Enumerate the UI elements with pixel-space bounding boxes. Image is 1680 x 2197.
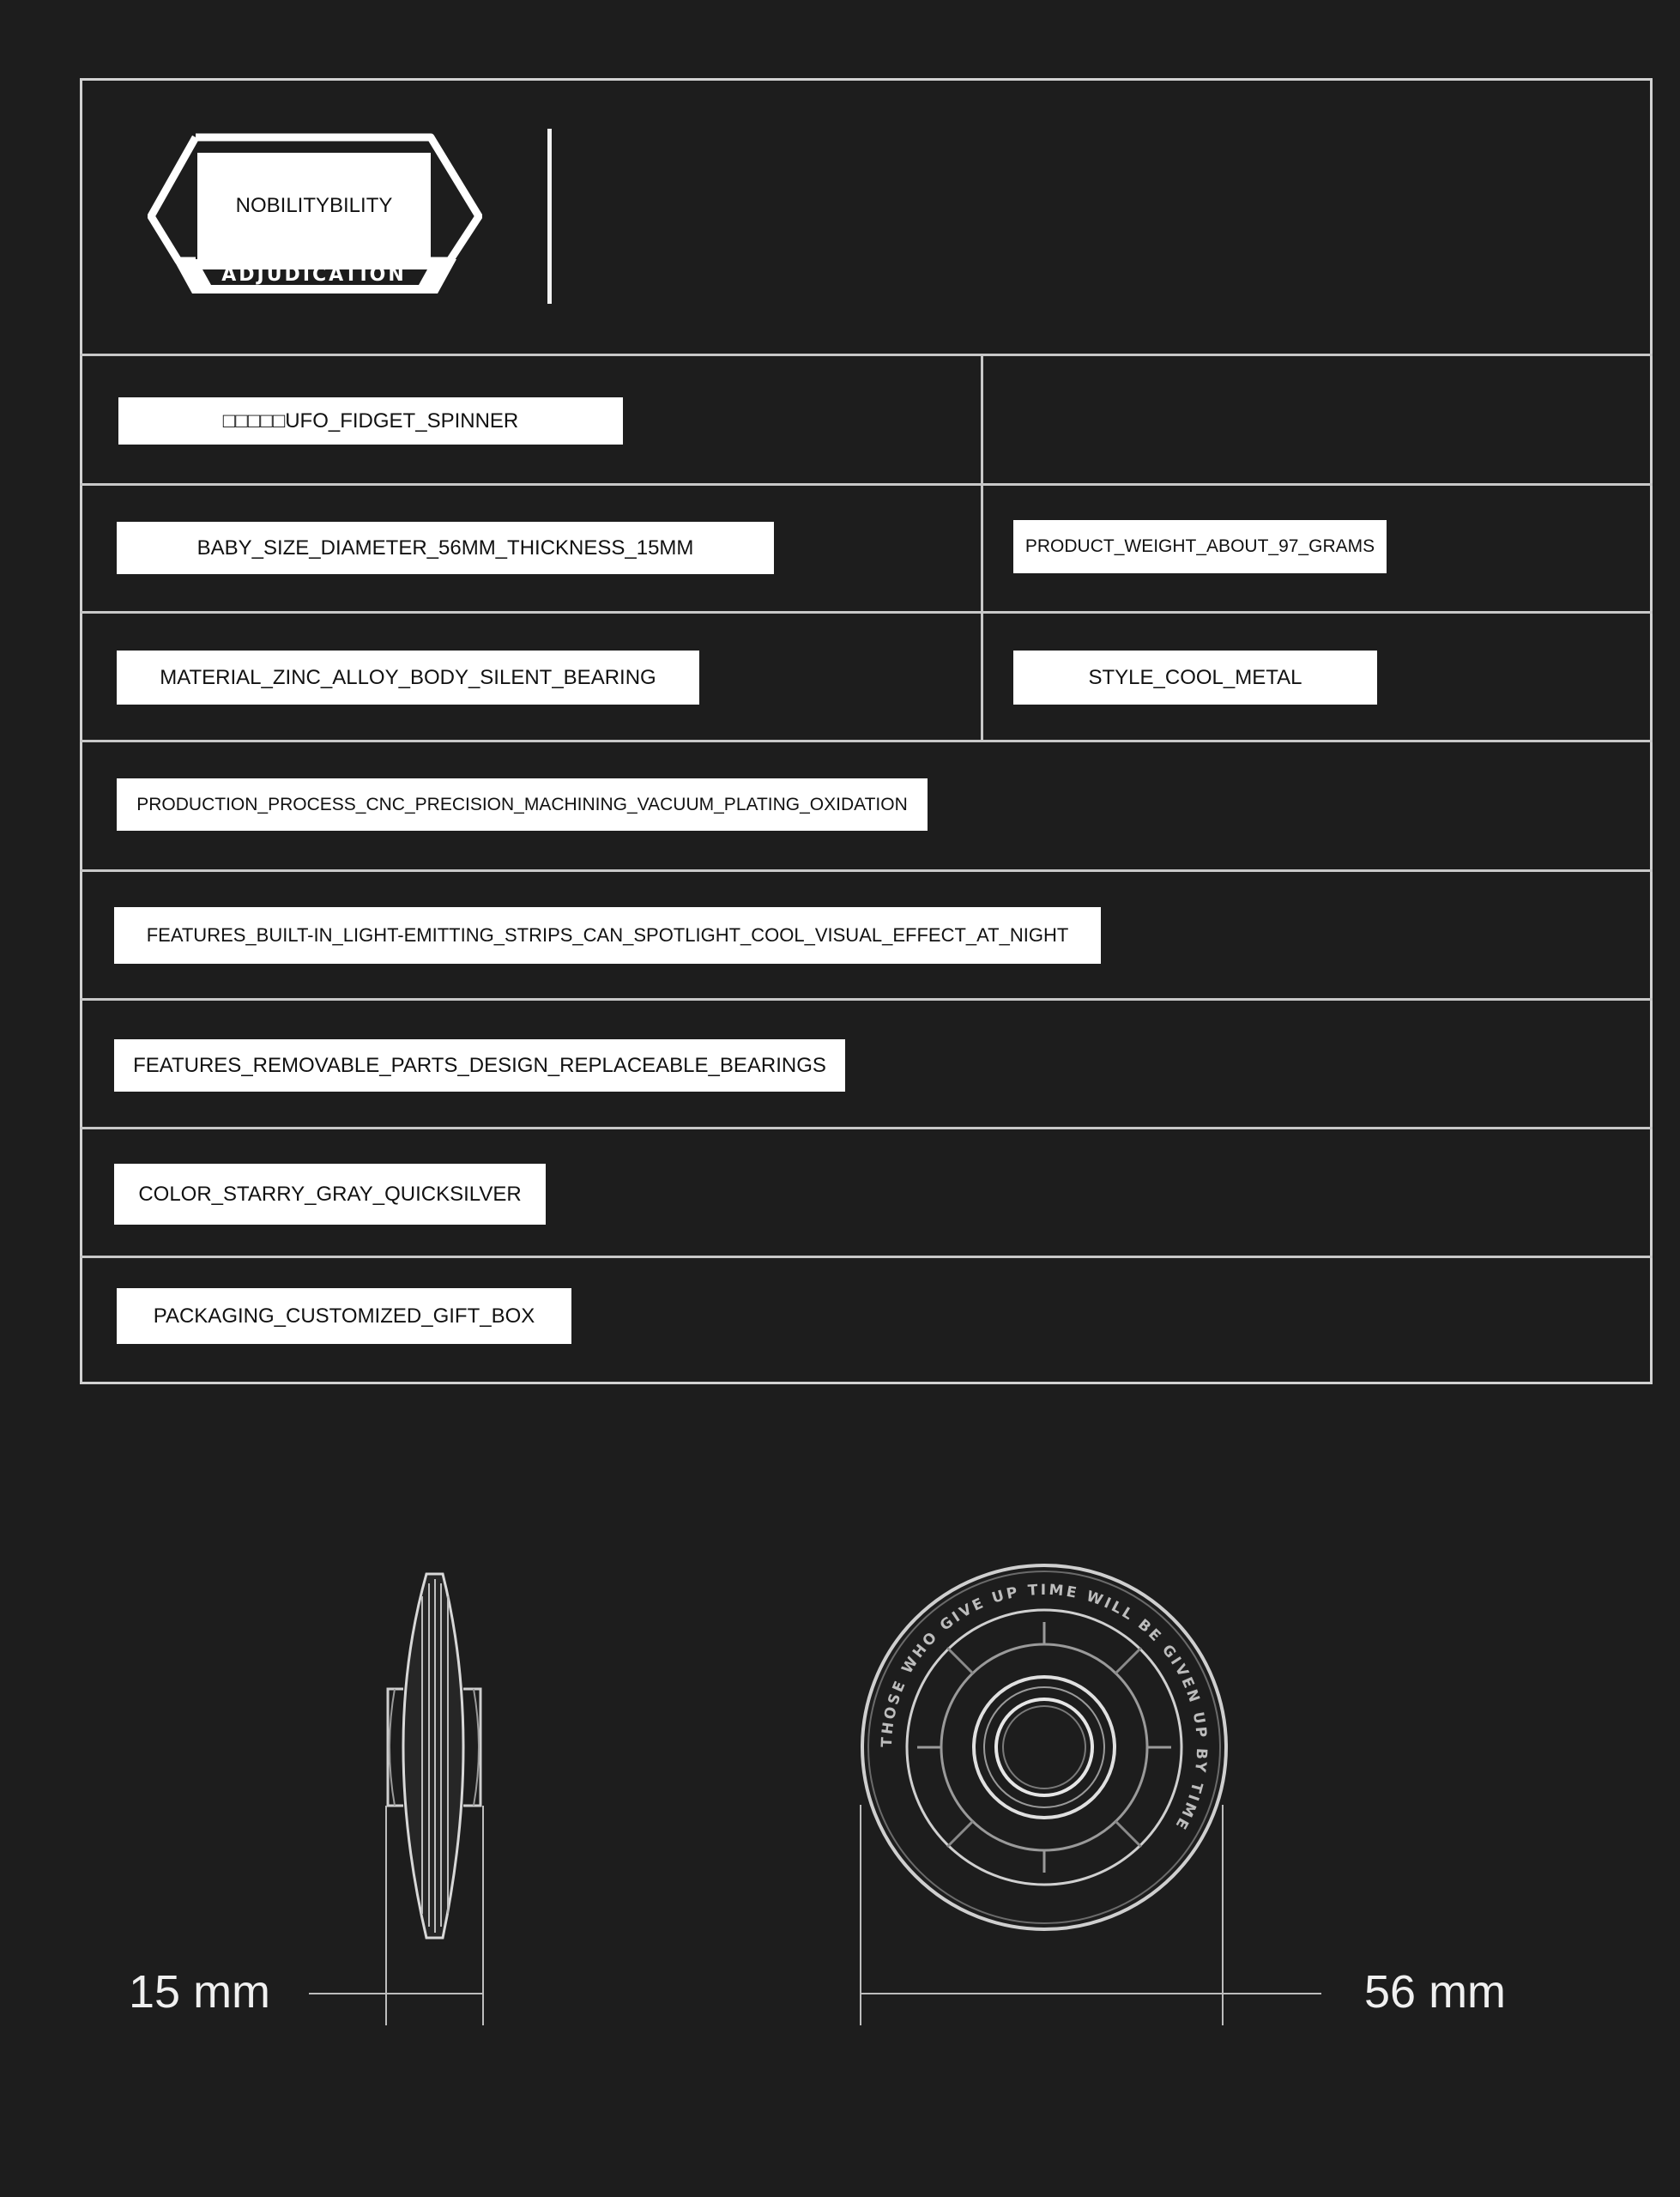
- row-divider: [80, 1256, 1653, 1258]
- column-divider: [981, 354, 983, 741]
- thickness-label: 15 mm: [129, 1966, 271, 2018]
- spec-feature-light: FEATURES_BUILT-IN_LIGHT-EMITTING_STRIPS_CAN_SPOTLIGHT_COOL_VISUAL_EFFECT_AT_NIGHT: [114, 907, 1101, 964]
- logo-divider: [547, 129, 552, 304]
- spec-title: □□□□□UFO_FIDGET_SPINNER: [118, 397, 623, 445]
- row-divider: [80, 998, 1653, 1001]
- spec-weight: PRODUCT_WEIGHT_ABOUT_97_GRAMS: [1013, 520, 1387, 573]
- spec-packaging: PACKAGING_CUSTOMIZED_GIFT_BOX: [117, 1288, 571, 1344]
- spec-material: MATERIAL_ZINC_ALLOY_BODY_SILENT_BEARING: [117, 651, 699, 705]
- row-divider: [80, 869, 1653, 872]
- spec-style: STYLE_COOL_METAL: [1013, 651, 1377, 705]
- logo-brand-text: NOBILITYBILITY: [197, 153, 431, 259]
- engraving-text: THOSE WHO GIVE UP TIME WILL BE GIVEN UP BY TIME: [878, 1581, 1211, 1835]
- spec-size: BABY_SIZE_DIAMETER_56MM_THICKNESS_15MM: [117, 522, 774, 574]
- row-divider: [80, 1127, 1653, 1129]
- diameter-label: 56 mm: [1364, 1966, 1507, 2018]
- side-view-icon: [388, 1574, 480, 1938]
- row-divider: [80, 740, 1653, 742]
- brand-logo: [148, 130, 482, 304]
- front-view-icon: [862, 1565, 1226, 1929]
- row-divider: [80, 483, 1653, 486]
- logo-subtitle: ADJUDICATION: [221, 263, 407, 286]
- spec-process: PRODUCTION_PROCESS_CNC_PRECISION_MACHINING_VACUUM_PLATING_OXIDATION: [117, 778, 928, 831]
- spec-feature-parts: FEATURES_REMOVABLE_PARTS_DESIGN_REPLACEABLE_BEARINGS: [114, 1039, 845, 1092]
- row-divider: [80, 611, 1653, 614]
- row-divider: [80, 354, 1653, 356]
- spec-color: COLOR_STARRY_GRAY_QUICKSILVER: [114, 1164, 546, 1225]
